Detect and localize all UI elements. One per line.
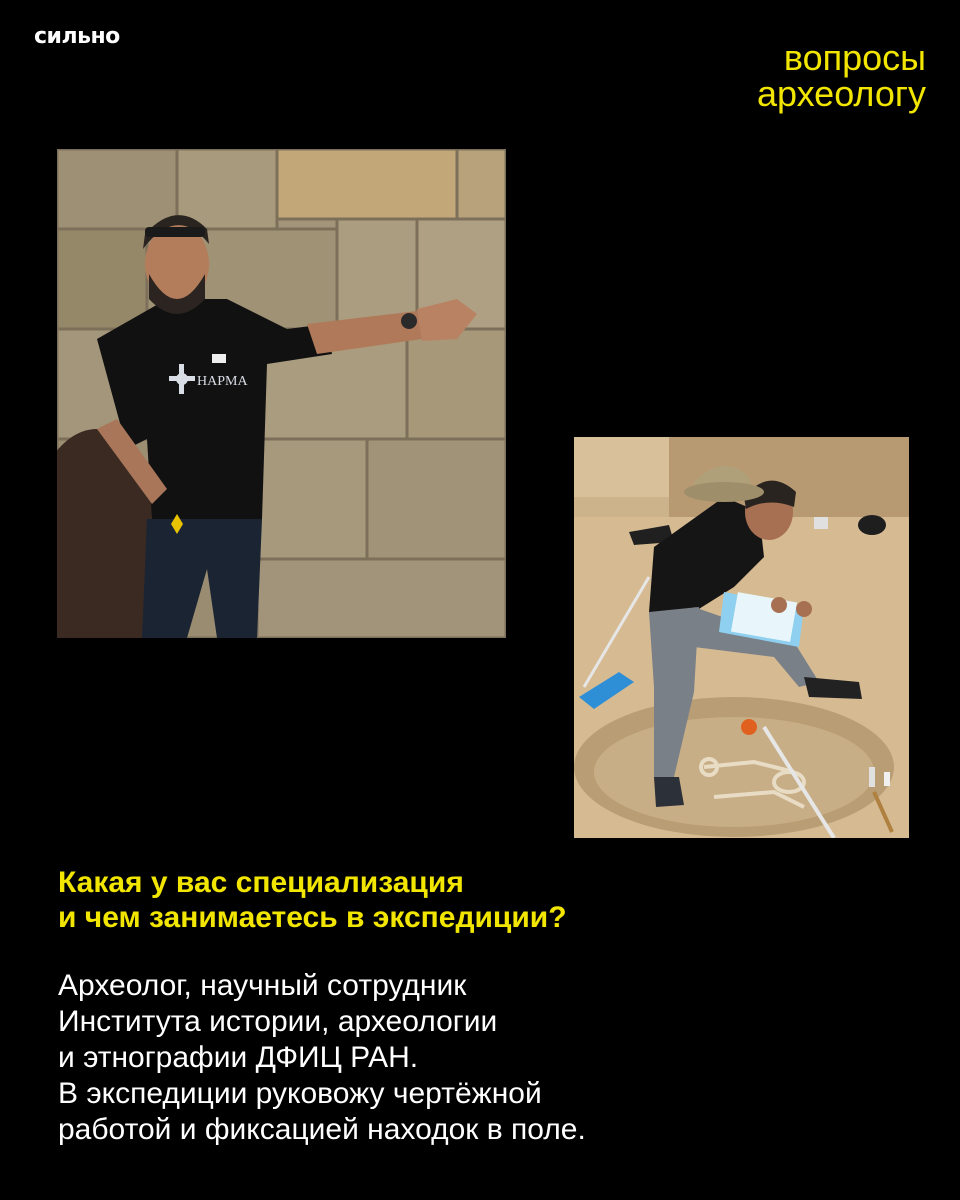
section-title-line-2: археологу (756, 73, 926, 114)
answer-line-4: В экспедиции руковожу чертёжной (58, 1077, 542, 1110)
brand-logo: сильно (34, 24, 120, 49)
photo-archaeologist-at-wall-image (57, 149, 506, 638)
question-heading (58, 865, 567, 935)
photo-archaeologist-at-wall (57, 149, 506, 638)
photo-archaeologist-drawing-at-excavation (574, 437, 909, 838)
photo-archaeologist-drawing-image (574, 437, 909, 838)
answer-line-5: работой и фиксацией находок в поле. (58, 1113, 586, 1146)
answer-line-1: Археолог, научный сотрудник (58, 969, 467, 1002)
section-title (756, 37, 926, 114)
shirt-print-text: HAPMA (197, 374, 248, 389)
answer-line-3: и этнографии ДФИЦ РАН. (58, 1041, 419, 1074)
answer-line-2: Института истории, археологии (58, 1005, 498, 1038)
section-title-line-1: вопросы (783, 37, 926, 78)
answer-text (58, 968, 586, 1148)
question-line-2: и чем занимаетесь в экспедиции? (58, 901, 567, 934)
question-line-1: Какая у вас специализация (58, 866, 464, 899)
